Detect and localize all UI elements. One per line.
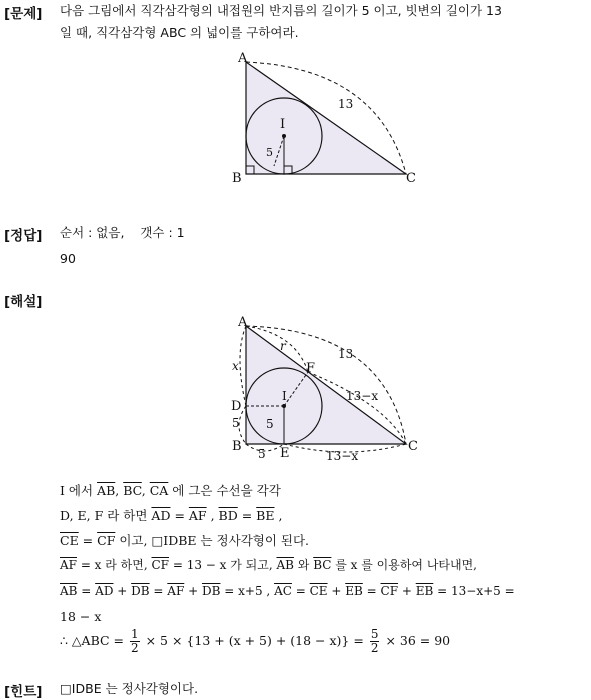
solution-line-4 <box>60 557 477 574</box>
point-f: F <box>306 361 316 376</box>
l2-pre: D, E, F 라 하면 <box>60 508 152 523</box>
hint-text: □IDBE 는 정사각형이다. <box>60 681 199 696</box>
l5-af: $\overline{AF}$ <box>167 584 185 598</box>
l7-pre: ∴ △ABC = <box>60 633 124 648</box>
l7-mid: × 5 × {13 + (x + 5) + (18 − x)} = <box>145 633 364 648</box>
vertex-c: C <box>406 171 416 186</box>
l4-af: $\overline{AF}$ <box>60 558 77 572</box>
l4-post: 를 x 를 이용하여 나타내면, <box>331 558 477 572</box>
incenter-dot <box>282 134 286 138</box>
problem-line-2: 일 때, 직각삼각형 ABC 의 넓이를 구하여라. <box>60 25 299 40</box>
solution-line-5: $\overline{AB} = \overline{AD} + \overline{DB} = \overline{AF} + \overline{DB} = x+5$ , $\overline{AC} = \overline{CE} + \overline{EB} = \overline{CF} + \overline{EB} = 13-x+5$ = <box>60 584 515 598</box>
frac1-num: 1 <box>130 627 139 641</box>
label-13-x-ec: 13−x <box>326 449 359 463</box>
l5-eb: $\overline{EB}$ <box>345 584 363 598</box>
l5b-val: = 13−x+5 = <box>437 584 515 598</box>
frac2-num: 5 <box>370 627 379 641</box>
l2-bd: $\overline{BD}$ <box>218 508 238 523</box>
frac2-den: 2 <box>370 641 379 655</box>
solution-label: [해설] <box>4 294 43 310</box>
l3-ce: $\overline{CE}$ <box>60 533 79 548</box>
hypotenuse-label: 13 <box>338 97 354 111</box>
radius-label: 5 <box>266 146 273 159</box>
incenter-label-2: I <box>282 389 287 403</box>
l7-post: × 36 = 90 <box>385 633 451 648</box>
problem-label: [문제] <box>4 6 43 22</box>
l5-ab: $\overline{AB}$ <box>60 584 78 598</box>
label-five-db: 5 <box>232 416 240 430</box>
solution-line-1: I 에서 $\overline{AB}$, $\overline{BC}$, $\overline{CA}$ 에 그은 수선을 각각 <box>60 483 281 498</box>
l1-pre: I 에서 <box>60 483 98 498</box>
l5-val: = x+5 , <box>224 584 271 598</box>
l5-ac: $\overline{AC}$ <box>274 584 292 598</box>
l1-bc: $\overline{BC}$ <box>123 483 142 498</box>
solution-line-6: 18 − x <box>60 609 102 624</box>
answer-label: [정답] <box>4 228 43 244</box>
solution-line-3: $\overline{CE} = \overline{CF}$ 이고, □IDBE 는 정사각형이 된다. <box>60 533 310 548</box>
l1-ca: $\overline{CA}$ <box>149 483 169 498</box>
label-hyp-2: 13 <box>338 347 354 361</box>
hint-label: [힌트] <box>4 684 43 700</box>
l1-ab: $\overline{AB}$ <box>97 483 116 498</box>
label-x: x <box>232 359 239 373</box>
label-five-be: 5 <box>258 447 266 461</box>
problem-line-1: 다음 그림에서 직각삼각형의 내접원의 반지름의 길이가 5 이고, 빗변의 길이가 13 <box>60 3 502 18</box>
ad-arc <box>240 326 246 406</box>
vertex-c-2: C <box>408 439 418 454</box>
l5-db: $\overline{DB}$ <box>131 584 150 598</box>
l1-post: 에 그은 수선을 각각 <box>168 483 281 498</box>
l3-cf: $\overline{CF}$ <box>97 533 116 548</box>
fraction-1-2 <box>130 628 140 655</box>
l2-af: $\overline{AF}$ <box>188 508 207 523</box>
vertex-a: A <box>238 51 248 66</box>
vertex-a-2: A <box>238 315 248 330</box>
triangle-figure-1 <box>228 48 428 188</box>
l5-ce: $\overline{CE}$ <box>309 584 328 598</box>
l5-db2: $\overline{DB}$ <box>201 584 221 598</box>
label-five-ie: 5 <box>266 417 274 431</box>
frac1-den: 2 <box>130 641 139 655</box>
triangle-figure-2 <box>226 314 426 464</box>
point-d: D <box>231 399 242 414</box>
l4-cf: $\overline{CF}$ <box>151 558 170 572</box>
l4-mid1: = x 라 하면, <box>77 558 152 572</box>
l2-be: $\overline{BE}$ <box>256 508 275 523</box>
l5-eb2: $\overline{EB}$ <box>415 584 434 598</box>
l5-cf: $\overline{CF}$ <box>380 584 399 598</box>
fraction-5-2 <box>370 628 380 655</box>
answer-value: 90 <box>60 251 76 266</box>
l3-post: 이고, □IDBE 는 정사각형이 된다. <box>115 533 310 548</box>
l2-ad: $\overline{AD}$ <box>151 508 171 523</box>
solution-line-7 <box>60 628 450 655</box>
l4-ab: $\overline{AB}$ <box>276 558 294 572</box>
l4-mid2: = 13 − x 가 되고, <box>169 558 277 572</box>
answer-meta: 순서 : 없음, 갯수 : 1 <box>60 225 185 240</box>
vertex-b: B <box>232 171 242 186</box>
label-r: r <box>280 339 286 353</box>
point-e: E <box>280 446 290 461</box>
label-13-x-fc: 13−x <box>346 389 379 403</box>
vertex-b-2: B <box>232 439 242 454</box>
solution-line-2: D, E, F 라 하면 $\overline{AD} = \overline{AF}$ , $\overline{BD} = \overline{BE}$ , <box>60 508 283 523</box>
l4-bc: $\overline{BC}$ <box>313 558 332 572</box>
l5-ad: $\overline{AD}$ <box>95 584 114 598</box>
l4-wa: 와 <box>293 558 314 572</box>
incenter-dot-2 <box>282 404 286 408</box>
incenter-label: I <box>280 117 286 132</box>
